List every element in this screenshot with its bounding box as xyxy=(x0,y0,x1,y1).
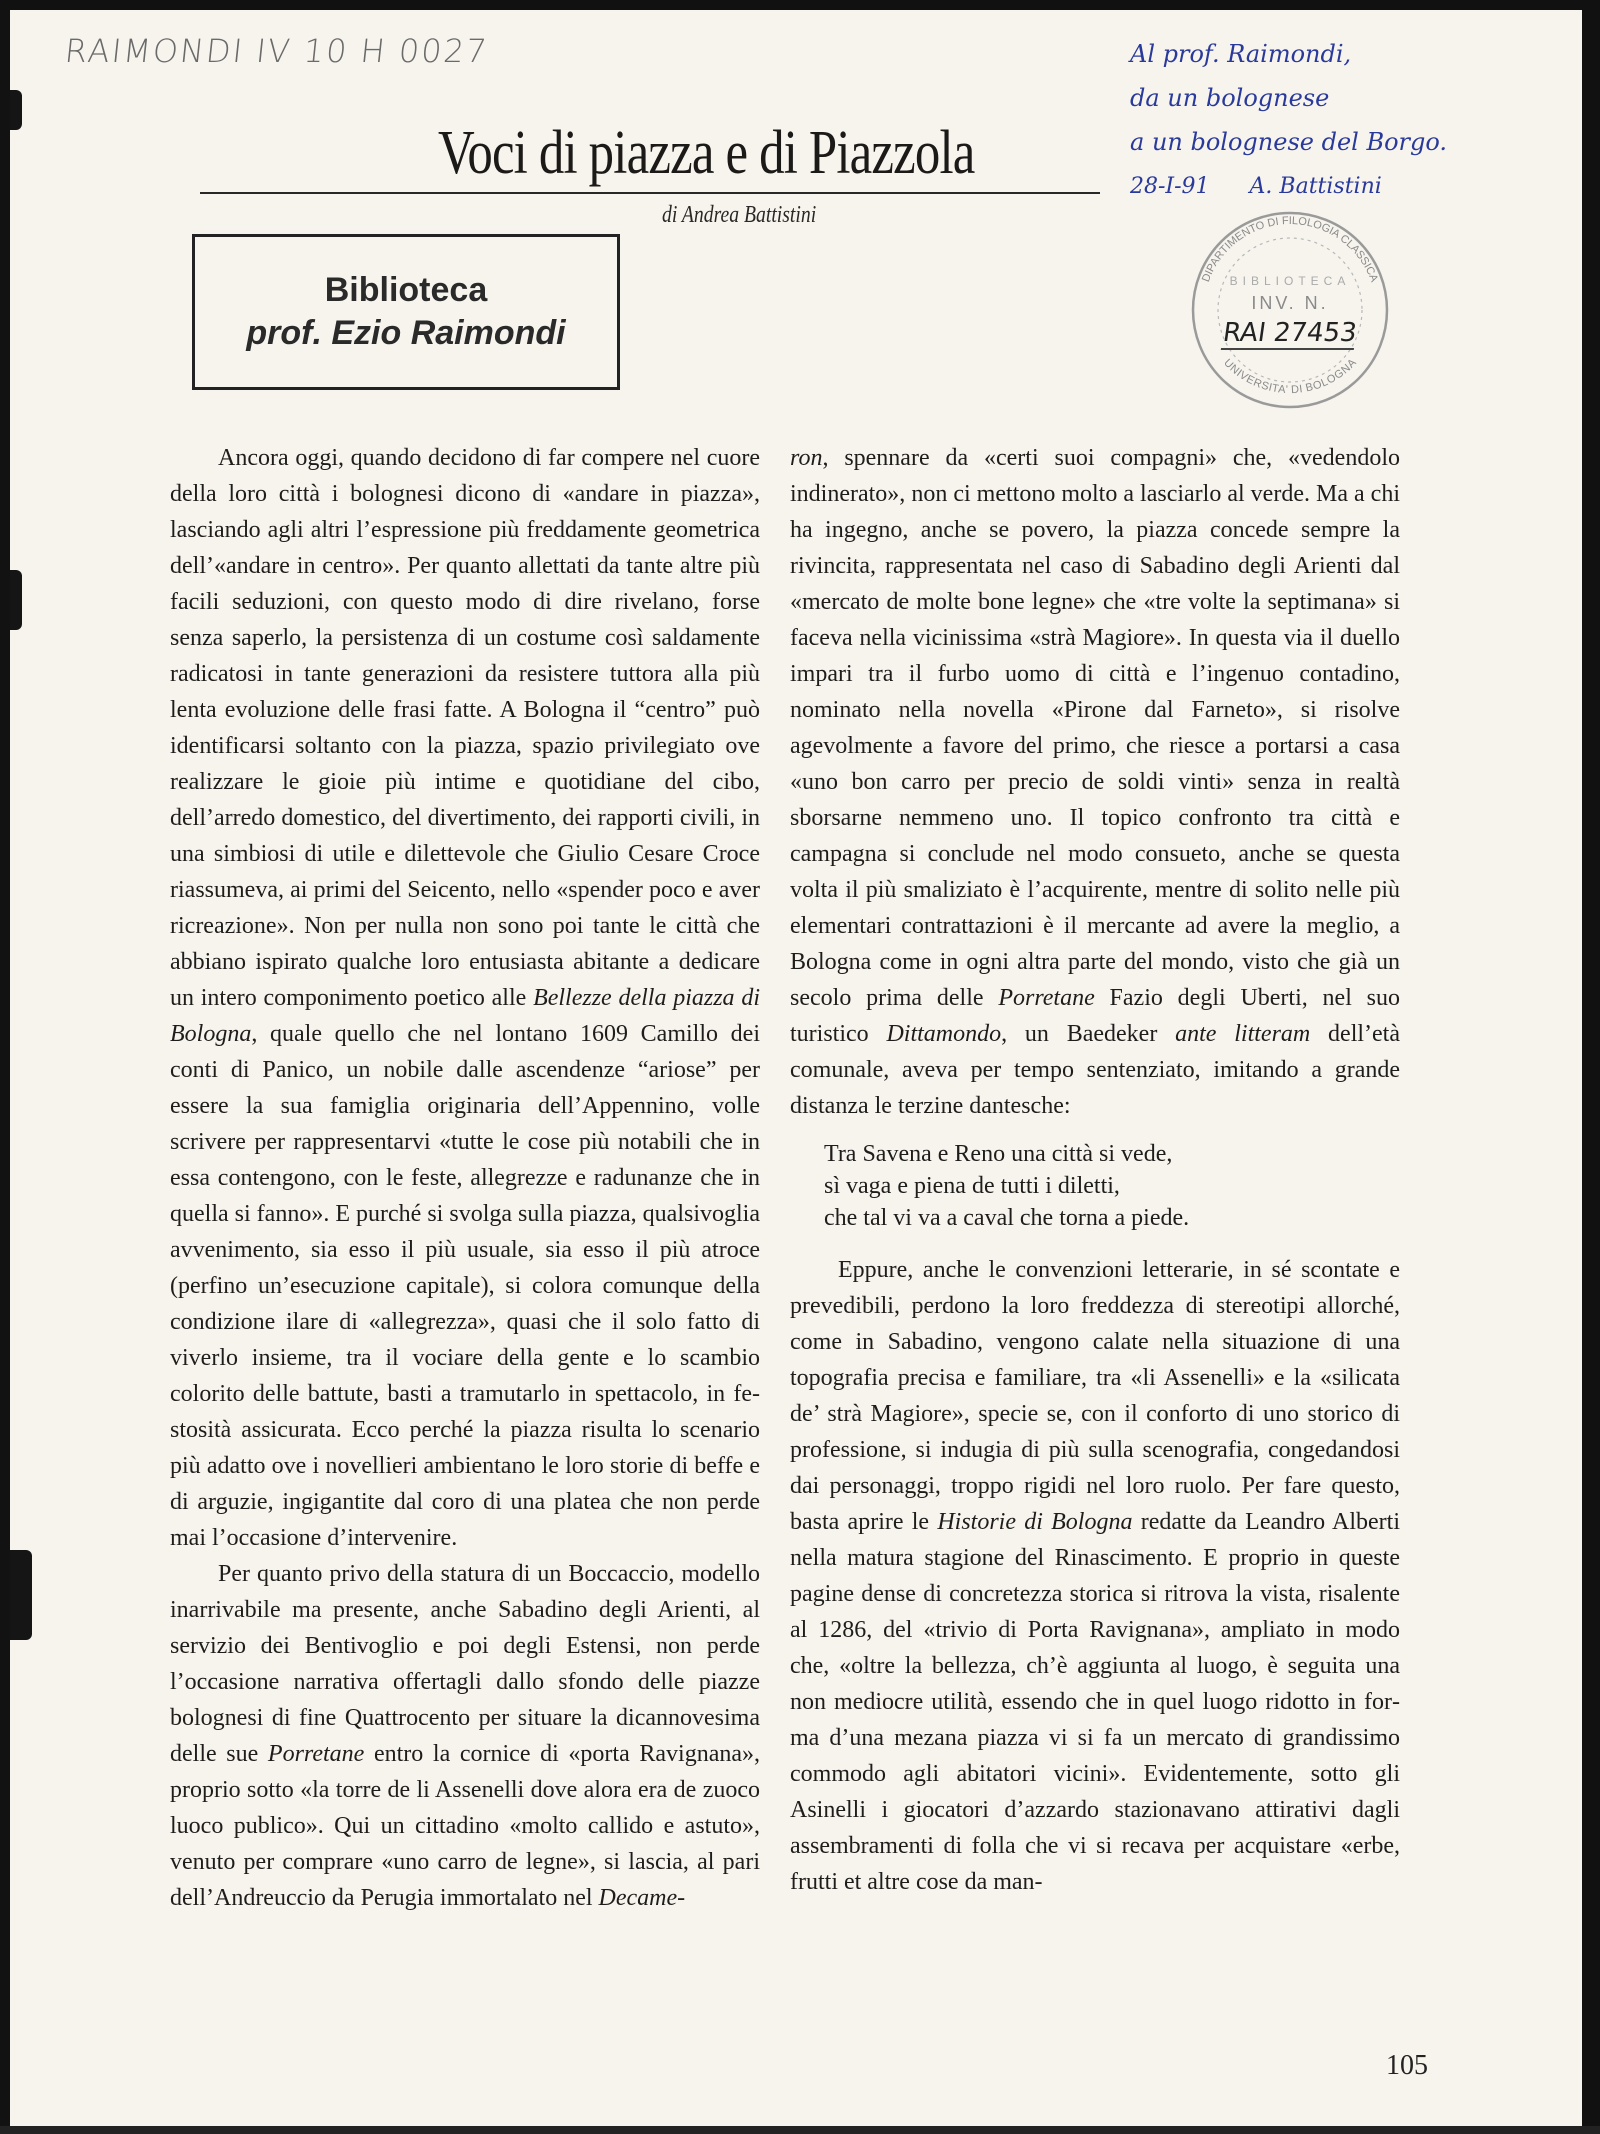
stamp-ring-bottom: UNIVERSITA' DI BOLOGNA xyxy=(1221,357,1359,397)
inventory-label: INV. N. xyxy=(1251,293,1329,313)
title-rule xyxy=(200,192,1100,194)
binding-shadow xyxy=(10,1550,32,1640)
article-byline: di Andrea Battistini xyxy=(662,202,817,228)
department-stamp-center xyxy=(1190,210,1390,410)
verse-line: sì vaga e piena de tutti i diletti, xyxy=(824,1173,1120,1199)
text-column-right xyxy=(790,440,1400,1900)
library-stamp xyxy=(192,234,620,390)
handwritten-dedication xyxy=(1130,32,1447,164)
scan-border-top xyxy=(0,0,1600,10)
binding-shadow xyxy=(10,570,22,630)
library-stamp-line2: prof. Ezio Raimondi xyxy=(246,314,566,352)
scan-border-right xyxy=(1582,0,1600,2134)
paragraph: Eppure, anche le convenzioni letterarie, in sé scontate e prevedibili, perdono la loro freddezza di stereotipi allorché, come in Sabadino, vengono calate nella situazione di una topografia precisa e familiare, tra «li Assenelli» e la «silicata de’ strà Magiore», specie se, con il conforto di uno storico di professione, si indugia di più sulla scenografia, congedandosi dai personaggi, troppo rigidi nel loro ruolo. Per fare questo, basta aprire le Historie di Bologna redatte da Leandro Alberti nella matura stagione del Rinascimento. E proprio in queste pagine dense di concretezza storica si ritrova la vista, risalente al 1286, del «trivio di Porta Ravignana», ampliato in modo che, «oltre la bellezza, ch’è aggiunta al luogo, è seguita una non mediocre utilità, essendo che in quel luogo ridotto in forma d’una mezana piazza vi si fa un mercato di grandissimo commodo agli abitatori vicini». Evidentemente, sotto gli Asinelli i giocatori d’azzardo stazionavano attirativi dagli assembramenti di folla che vi si recava per acquistare «erbe, frutti et altre cose da man- xyxy=(790,1257,1401,1895)
paragraph: Per quanto privo della statura di un Boccaccio, modello inarrivabile ma presente, anche Sabadino degli Arienti, al servizio dei Bentivoglio e poi degli Estensi, non perde l’occasione narrativa offertagli dallo sfondo delle piazze bolognesi di fine Quattrocento per situare la dicannovesima delle sue Porretane entro la cornice di «porta Ravignana», proprio sotto «la torre de li Assenelli dove alora era de zuoco luoco publico». Qui un cittadino «molto callido e astuto», venuto per comprare «uno carro de legne», si lascia, al pari dell’Andreuccio da Perugia immortalato nel Decame- xyxy=(170,1561,760,1911)
verse-line: Tra Savena e Reno una città si vede, xyxy=(824,1141,1173,1167)
stamp-ring-top: DIPARTIMENTO DI FILOLOGIA CLASSICA xyxy=(1199,214,1381,284)
verse-quotation xyxy=(824,1138,1400,1234)
verse-line: che tal vi va a caval che torna a piede. xyxy=(824,1205,1190,1231)
article-title: Voci di piazza e di Piazzola xyxy=(438,119,975,187)
scan-border-bottom xyxy=(0,2126,1600,2134)
archive-reference: RAIMONDI IV 10 H 0027 xyxy=(63,32,491,70)
dedication-signature: A. Battistini xyxy=(1249,174,1382,199)
text-column-left xyxy=(170,440,760,1916)
binding-shadow xyxy=(10,90,22,130)
dedication-line: da un bolognese xyxy=(1130,84,1330,112)
dedication-line: Al prof. Raimondi, xyxy=(1130,40,1352,68)
dedication-date: 28-I-91 xyxy=(1130,174,1210,199)
dedication-line: a un bolognese del Borgo. xyxy=(1130,128,1448,156)
document-page xyxy=(10,10,1582,2126)
library-stamp-line1: Biblioteca xyxy=(324,271,488,309)
stamp-inner: BIBLIOTECA xyxy=(1229,274,1351,288)
inventory-number: RAI 27453 xyxy=(1221,318,1359,348)
paragraph: Ancora oggi, quando decidono di far compere nel cuore della loro città i bolognesi dicono di «andare in piazza», lasciando agli altri l’espressione più freddamente geometrica dell’«andare in centro». Per quanto allettati da tante altre più facili seduzioni, con questo modo di dire rivelano, forse senza saperlo, la persistenza di un costume così saldamente radicatosi in tante generazioni da resistere tuttora alla più lenta evoluzione delle frasi fatte. A Bologna il “centro” può identificarsi soltanto con la piazza, spazio privilegiato ove realizzare le gioie più intime e quotidiane del cibo, dell’arredo domestico, del divertimento, dei rapporti civili, in una simbiosi di utile e dilettevole che Giulio Cesare Croce riassumeva, ai primi del Seicento, nello «spender poco e aver ricreazione». Non per nulla non sono poi tante le città che abbiano ispirato qualche loro entusiasta abitante a dedicare un intero componimento poetico alle Bellezze della piazza di Bologna, quale quello che nel lontano 1609 Camillo dei conti di Panico, un nobile dalle ascendenze “ariose” per essere la sua famiglia originaria dell’Appennino, volle scrivere per rappresentarvi «tutte le cose più notabili che in essa contengono, con le feste, allegrezze e radunanze che in quella si fanno». E purché si svolga sulla piazza, qualsivoglia avvenimento, sia esso il più usuale, sia esso il più atroce (perfino un’esecuzione capitale), si colora comunque della condizione ilare di «allegrezza», quasi che il solo fatto di viverlo insieme, tra il vociare della gente e lo scambio colorito delle battute, basti a tramutarlo in spettacolo, in festosità assicurata. Ecco perché la piazza risulta lo scenario più adatto ove i novellieri ambientano le loro storie di beffe e di arguzie, ingigantite dal coro di una platea che non perde mai l’occasione d’intervenire. xyxy=(170,445,760,1551)
dedication-dateline xyxy=(1130,174,1382,200)
page-number: 105 xyxy=(1386,2050,1428,2081)
paragraph: ron, spennare da «certi suoi compagni» che, «vedendolo indinerato», non ci mettono molto a lasciarlo al verde. Ma a chi ha ingegno, anche se povero, la piazza concede sempre la rivincita, rappresentata nel caso di Sabadino degli Arienti dal «mercato de molte bone legne» che «tre volte la septimana» si faceva nella vicinissima «strà Magiore». In questa via il duello impari tra il furbo uomo di città e l’ingenuo contadino, nominato nella novella «Pirone dal Farneto», si risolve agevolmente a favore del primo, che riesce a portarsi a casa «uno bon carro per precio de soldi vinti» senza in realtà sborsarne nemmeno uno. Il topico confronto tra città e campagna si conclude nel modo consueto, anche se questa volta il più smaliziato è l’acquirente, mentre di solito nelle più elementari contrattazioni è il mercante ad avere la meglio, a Bologna come in ogni altra parte del mondo, visto che già un secolo prima delle Porretane Fazio degli Uberti, nel suo turistico Dittamondo, un Baedeker ante litteram dell’età comunale, aveva per tempo sentenziato, imitando a grande distanza le terzine dantesche: xyxy=(790,445,1401,1119)
